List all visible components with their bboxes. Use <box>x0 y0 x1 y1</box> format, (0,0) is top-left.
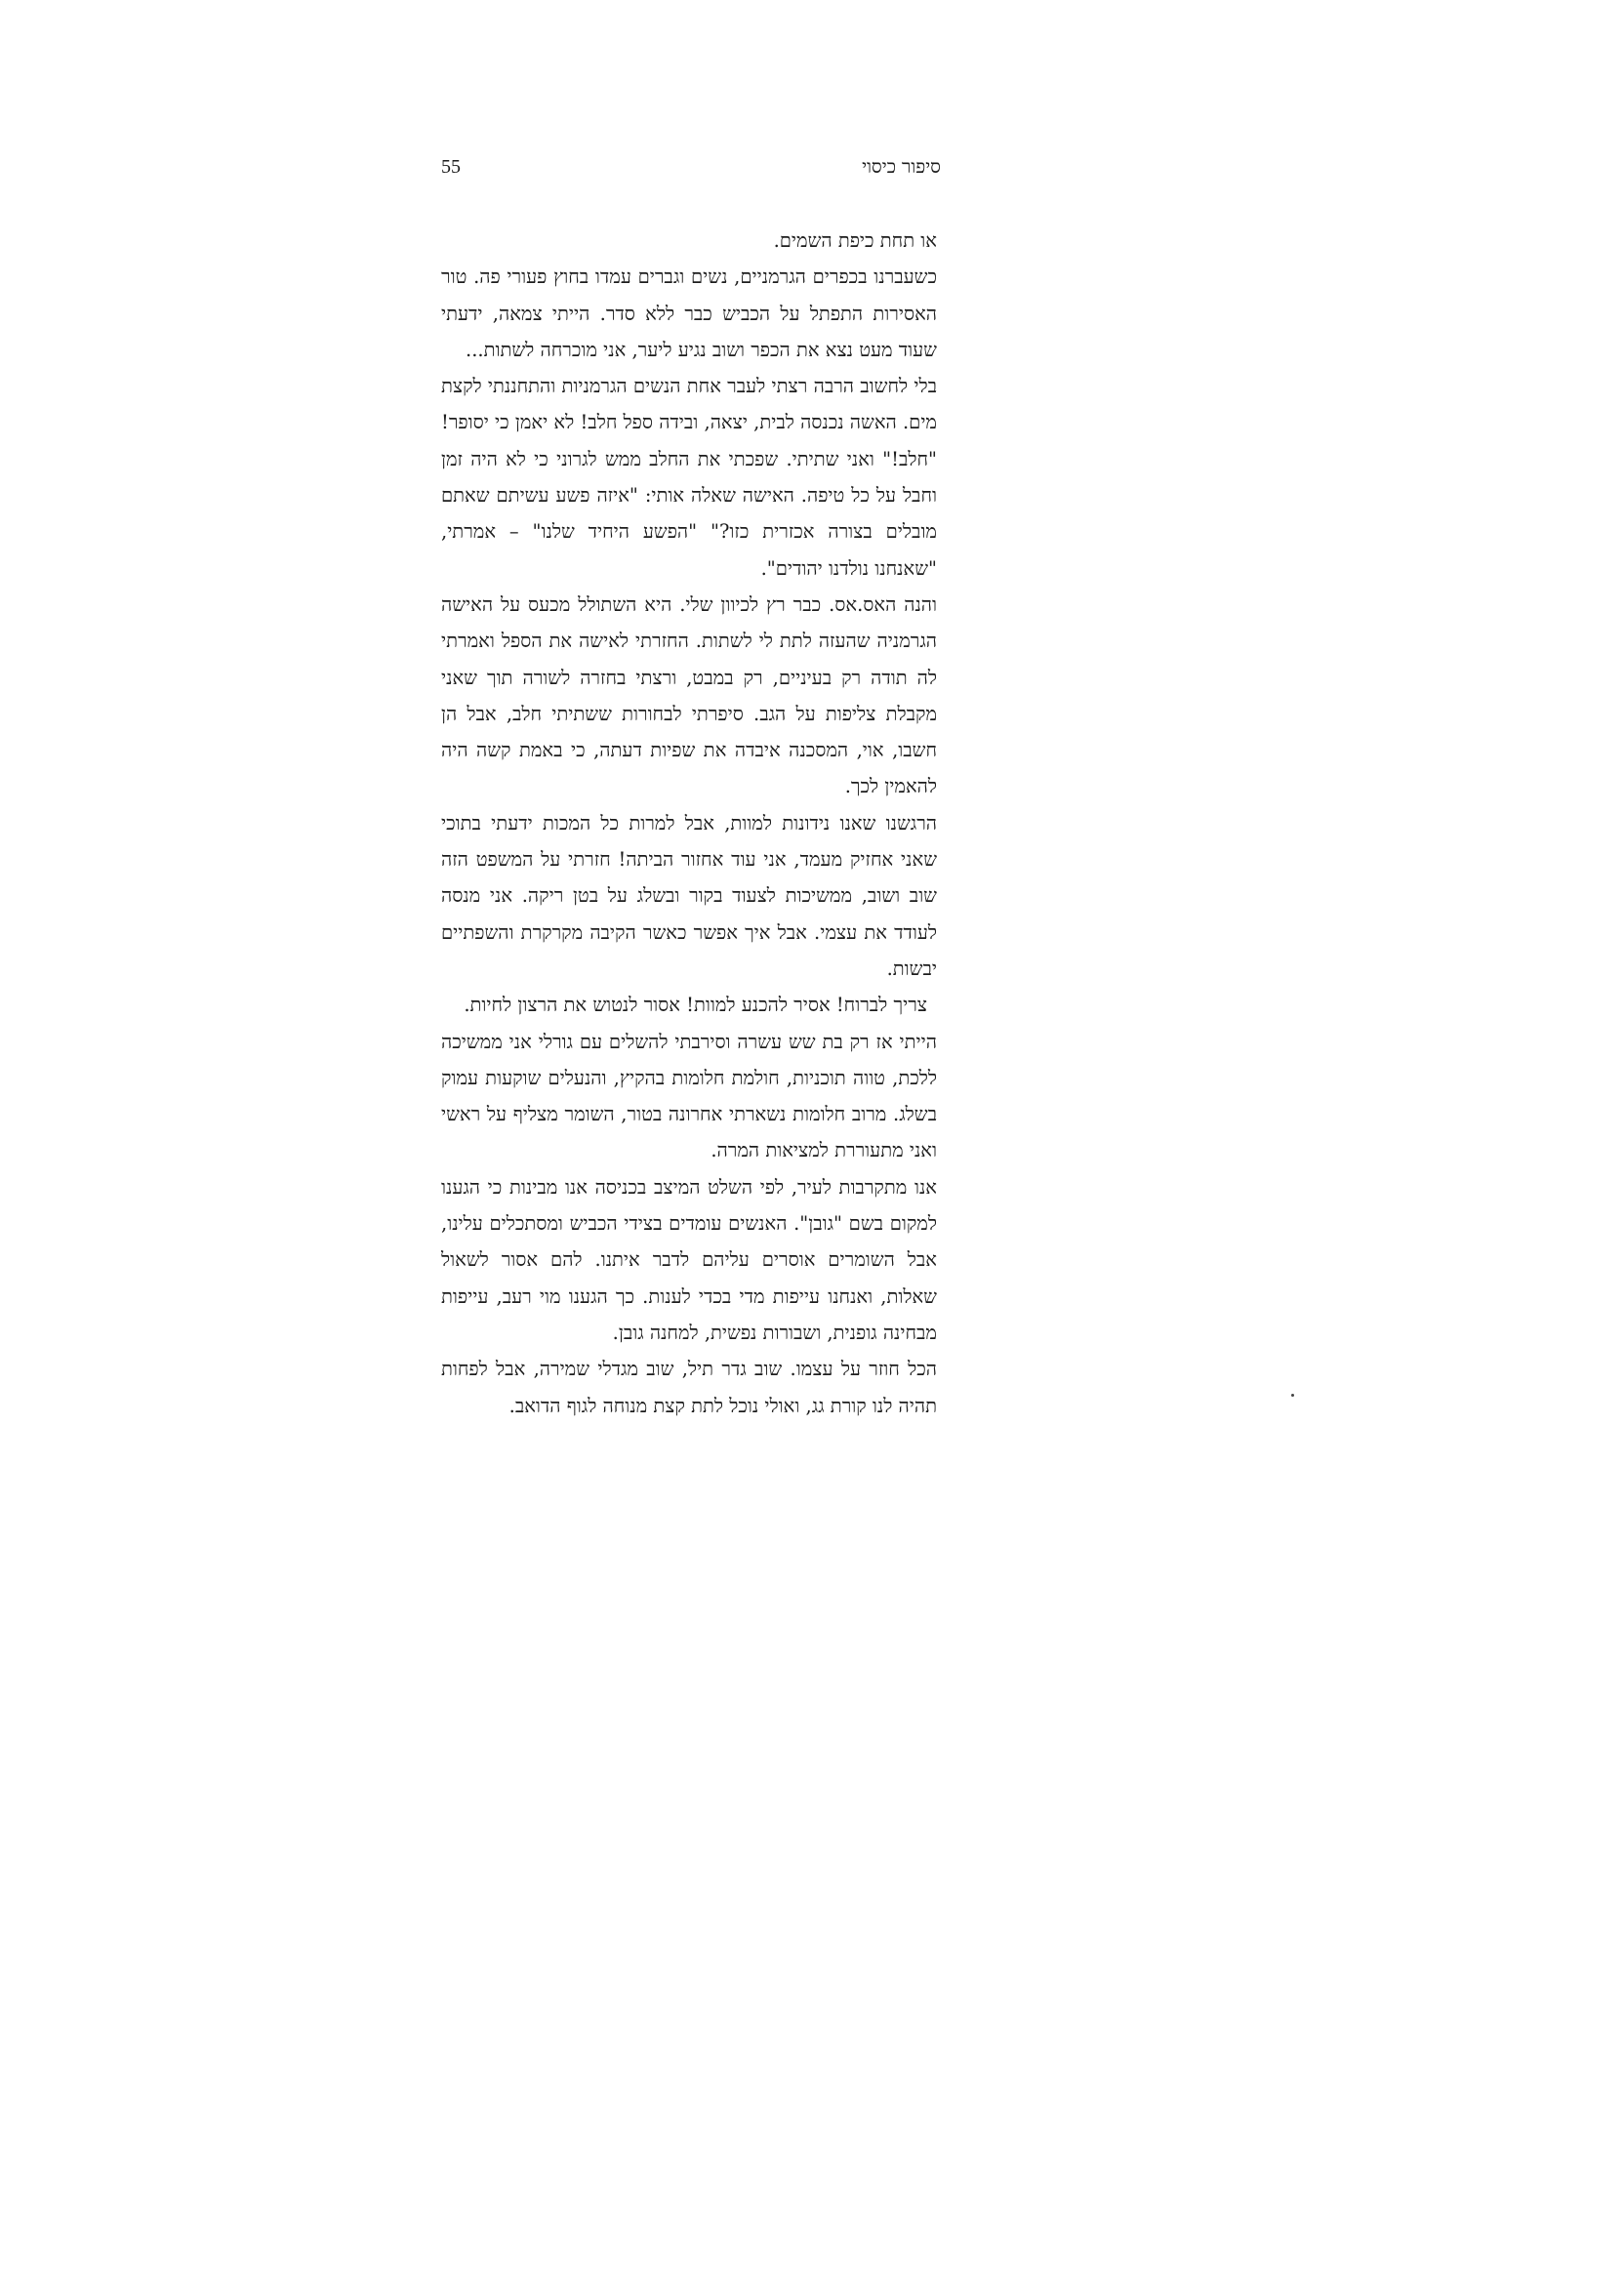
paragraph: הייתי אז רק בת שש עשרה וסירבתי להשלים עם גורלי אני ממשיכה ללכת, טווה תוכניות, חולמת חלומות בהקיץ, והנעלים שוקעות עמוק בשלג. מרוב חלומות נשארתי אחרונה בטור, השומר מצליף על ראשי ואני מתעוררת למציאות המרה. <box>441 1030 937 1162</box>
paragraph: או תחת כיפת השמים. <box>773 229 937 252</box>
page-number: 55 <box>441 156 461 178</box>
running-header <box>441 156 941 189</box>
paragraph: בלי לחשוב הרבה רצתי לעבר אחת הנשים הגרמניות והתחננתי לקצת מים. האשה נכנסה לבית, יצאה, ובידה ספל חלב! לא יאמן כי יסופר! "חלב!" ואני שתיתי. שפכתי את החלב ממש לגרוני כי לא היה זמן וחבל על כל טיפה. האישה שאלה אותי: "איזה פשע עשיתם שאתם מובלים בצורה אכזרית כזו?" "הפשע היחיד שלנו" – אמרתי, "שאנחנו נולדנו יהודים". <box>441 375 937 580</box>
running-title: סיפור כיסוי <box>862 156 941 178</box>
paragraph: והנה האס.אס. כבר רץ לכיוון שלי. היא השתולל מכעס על האישה הגרמניה שהעזה לתת לי לשתות. החזרתי לאישה את הספל ואמרתי לה תודה רק בעיניים, רק במבט, ורצתי בחזרה לשורה תוך שאני מקבלת צליפות על הגב. סיפרתי לבחורות ששתיתי חלב, אבל הן חשבו, אוי, המסכנה איבדה את שפיות דעתה, כי באמת קשה היה להאמין לכך. <box>441 592 937 798</box>
paragraph: כשעברנו בכפרים הגרמניים, נשים וגברים עמדו בחוץ פעורי פה. טור האסירות התפתל על הכביש כבר ללא סדר. הייתי צמאה, ידעתי שעוד מעט נצא את הכפר ושוב נגיע ליער, אני מוכרחה לשתות... <box>441 265 937 361</box>
paragraph: צריך לברוח! אסיר להכנע למוות! אסור לנטוש את הרצון לחיות. <box>464 994 927 1017</box>
paragraph: הכל חוזר על עצמו. שוב גדר תיל, שוב מגדלי שמירה, אבל לפחות תהיה לנו קורת גג, ואולי נוכל לתת קצת מנוחה לגוף הדואב. <box>441 1358 937 1417</box>
paragraph: הרגשנו שאנו נידונות למוות, אבל למרות כל המכות ידעתי בתוכי שאני אחזיק מעמד, אני עוד אחזור הביתה! חזרתי על המשפט הזה שוב ושוב, ממשיכות לצעוד בקור ובשלג על בטן ריקה. אני מנסה לעודד את עצמי. אבל איך אפשר כאשר הקיבה מקרקרת והשפתיים יבשות. <box>441 811 937 980</box>
body-text <box>441 223 937 1424</box>
scan-speck <box>1291 1394 1294 1397</box>
paragraph: אנו מתקרבות לעיר, לפי השלט המיצב בכניסה אנו מבינות כי הגענו למקום בשם "גובן". האנשים עומדים בצידי הכביש ומסתכלים עלינו, אבל השומרים אוסרים עליהם לדבר איתנו. להם אסור לשאול שאלות, ואנחנו עייפות מדי בכדי לענות. כך הגענו מוי רעב, עייפות מבחינה גופנית, ושבורות נפשית, למחנה גובן. <box>441 1175 937 1344</box>
